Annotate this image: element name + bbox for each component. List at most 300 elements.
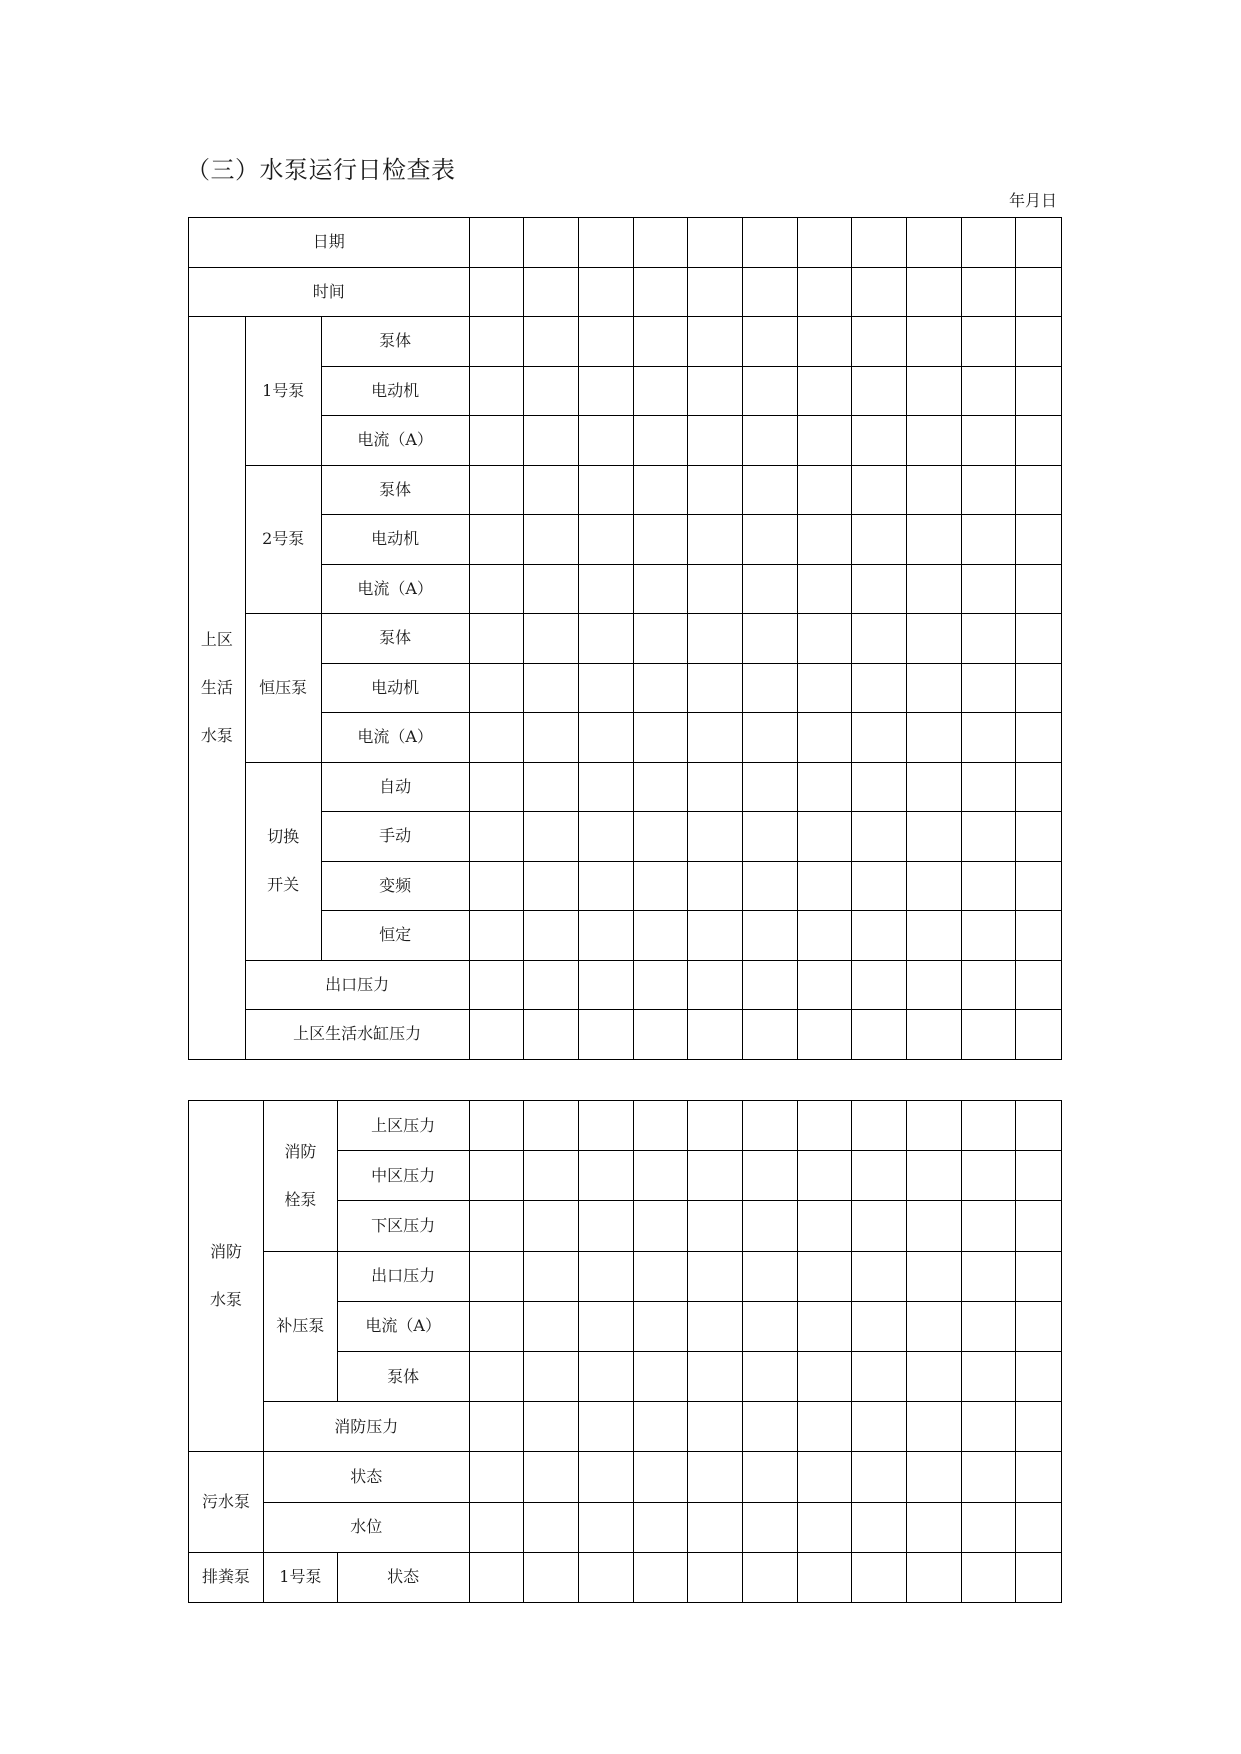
entry-cell[interactable] xyxy=(1016,515,1062,565)
entry-cell[interactable] xyxy=(742,1301,797,1351)
entry-cell[interactable] xyxy=(633,1452,688,1502)
entry-cell[interactable] xyxy=(578,1552,633,1602)
entry-cell[interactable] xyxy=(469,960,524,1010)
entry-cell[interactable] xyxy=(742,366,797,416)
entry-cell[interactable] xyxy=(742,515,797,565)
entry-cell[interactable] xyxy=(469,762,524,812)
entry-cell[interactable] xyxy=(852,960,907,1010)
entry-cell[interactable] xyxy=(961,713,1016,763)
entry-cell[interactable] xyxy=(907,1351,962,1401)
entry-cell[interactable] xyxy=(578,564,633,614)
entry-cell[interactable] xyxy=(1016,1552,1062,1602)
entry-cell[interactable] xyxy=(907,465,962,515)
entry-cell[interactable] xyxy=(688,1251,743,1301)
entry-cell[interactable] xyxy=(742,1402,797,1452)
entry-cell[interactable] xyxy=(633,911,688,961)
entry-cell[interactable] xyxy=(797,564,852,614)
row-label: 状态 xyxy=(337,1552,469,1602)
entry-cell[interactable] xyxy=(852,416,907,466)
entry-cell[interactable] xyxy=(469,1452,524,1502)
entry-cell[interactable] xyxy=(742,960,797,1010)
entry-cell[interactable] xyxy=(961,1101,1016,1151)
entry-cell[interactable] xyxy=(797,911,852,961)
entry-cell[interactable] xyxy=(524,1351,579,1401)
entry-cell[interactable] xyxy=(907,1452,962,1502)
entry-cell[interactable] xyxy=(742,713,797,763)
entry-cell[interactable] xyxy=(633,812,688,862)
entry-cell[interactable] xyxy=(633,1552,688,1602)
entry-cell[interactable] xyxy=(633,515,688,565)
entry-cell[interactable] xyxy=(688,317,743,367)
entry-cell[interactable] xyxy=(1016,1301,1062,1351)
entry-cell[interactable] xyxy=(797,663,852,713)
entry-cell[interactable] xyxy=(524,1151,579,1201)
entry-cell[interactable] xyxy=(578,1452,633,1502)
entry-cell[interactable] xyxy=(469,564,524,614)
entry-cell[interactable] xyxy=(852,614,907,664)
entry-cell[interactable] xyxy=(852,366,907,416)
entry-cell[interactable] xyxy=(1016,218,1062,268)
entry-cell[interactable] xyxy=(742,762,797,812)
entry-cell[interactable] xyxy=(524,564,579,614)
entry-cell[interactable] xyxy=(797,515,852,565)
entry-cell[interactable] xyxy=(578,812,633,862)
entry-cell[interactable] xyxy=(797,1251,852,1301)
entry-cell[interactable] xyxy=(852,218,907,268)
entry-cell[interactable] xyxy=(578,1402,633,1452)
entry-cell[interactable] xyxy=(852,1351,907,1401)
entry-cell[interactable] xyxy=(742,1151,797,1201)
entry-cell[interactable] xyxy=(524,960,579,1010)
entry-cell[interactable] xyxy=(797,1301,852,1351)
entry-cell[interactable] xyxy=(1016,1101,1062,1151)
entry-cell[interactable] xyxy=(578,713,633,763)
entry-cell[interactable] xyxy=(469,1101,524,1151)
table-row xyxy=(189,1552,1062,1602)
entry-cell[interactable] xyxy=(742,1010,797,1060)
entry-cell[interactable] xyxy=(524,663,579,713)
entry-cell[interactable] xyxy=(1016,663,1062,713)
entry-cell[interactable] xyxy=(961,1201,1016,1251)
entry-cell[interactable] xyxy=(797,1402,852,1452)
entry-cell[interactable] xyxy=(633,762,688,812)
entry-cell[interactable] xyxy=(524,1452,579,1502)
entry-cell[interactable] xyxy=(524,317,579,367)
entry-cell[interactable] xyxy=(633,861,688,911)
entry-cell[interactable] xyxy=(907,1010,962,1060)
entry-cell[interactable] xyxy=(688,1010,743,1060)
entry-cell[interactable] xyxy=(852,1151,907,1201)
entry-cell[interactable] xyxy=(578,1151,633,1201)
entry-cell[interactable] xyxy=(688,564,743,614)
entry-cell[interactable] xyxy=(742,861,797,911)
entry-cell[interactable] xyxy=(688,1151,743,1201)
entry-cell[interactable] xyxy=(907,1301,962,1351)
entry-cell[interactable] xyxy=(524,1201,579,1251)
entry-cell[interactable] xyxy=(797,1010,852,1060)
entry-cell[interactable] xyxy=(797,1452,852,1502)
entry-cell[interactable] xyxy=(633,713,688,763)
entry-cell[interactable] xyxy=(633,1502,688,1552)
entry-cell[interactable] xyxy=(907,762,962,812)
entry-cell[interactable] xyxy=(524,713,579,763)
entry-cell[interactable] xyxy=(742,911,797,961)
entry-cell[interactable] xyxy=(907,218,962,268)
entry-cell[interactable] xyxy=(524,1101,579,1151)
entry-cell[interactable] xyxy=(797,317,852,367)
entry-cell[interactable] xyxy=(688,960,743,1010)
entry-cell[interactable] xyxy=(742,1251,797,1301)
entry-cell[interactable] xyxy=(688,614,743,664)
entry-cell[interactable] xyxy=(742,465,797,515)
entry-cell[interactable] xyxy=(1016,564,1062,614)
entry-cell[interactable] xyxy=(797,267,852,317)
entry-cell[interactable] xyxy=(469,911,524,961)
entry-cell[interactable] xyxy=(961,1351,1016,1401)
entry-cell[interactable] xyxy=(852,1402,907,1452)
entry-cell[interactable] xyxy=(469,812,524,862)
entry-cell[interactable] xyxy=(907,1502,962,1552)
entry-cell[interactable] xyxy=(1016,416,1062,466)
entry-cell[interactable] xyxy=(633,218,688,268)
entry-cell[interactable] xyxy=(469,465,524,515)
entry-cell[interactable] xyxy=(1016,366,1062,416)
entry-cell[interactable] xyxy=(742,1201,797,1251)
entry-cell[interactable] xyxy=(961,1251,1016,1301)
entry-cell[interactable] xyxy=(688,713,743,763)
entry-cell[interactable] xyxy=(524,366,579,416)
entry-cell[interactable] xyxy=(797,713,852,763)
entry-cell[interactable] xyxy=(961,366,1016,416)
entry-cell[interactable] xyxy=(524,1010,579,1060)
entry-cell[interactable] xyxy=(742,1101,797,1151)
entry-cell[interactable] xyxy=(688,1402,743,1452)
entry-cell[interactable] xyxy=(688,911,743,961)
entry-cell[interactable] xyxy=(688,1452,743,1502)
entry-cell[interactable] xyxy=(852,317,907,367)
entry-cell[interactable] xyxy=(578,1502,633,1552)
entry-cell[interactable] xyxy=(688,1502,743,1552)
entry-cell[interactable] xyxy=(633,416,688,466)
entry-cell[interactable] xyxy=(688,1301,743,1351)
entry-cell[interactable] xyxy=(1016,1151,1062,1201)
entry-cell[interactable] xyxy=(1016,960,1062,1010)
entry-cell[interactable] xyxy=(907,960,962,1010)
entry-cell[interactable] xyxy=(961,614,1016,664)
entry-cell[interactable] xyxy=(469,1010,524,1060)
entry-cell[interactable] xyxy=(1016,317,1062,367)
entry-cell[interactable] xyxy=(578,465,633,515)
entry-cell[interactable] xyxy=(578,911,633,961)
entry-cell[interactable] xyxy=(524,1552,579,1602)
entry-cell[interactable] xyxy=(688,1552,743,1602)
entry-cell[interactable] xyxy=(469,1251,524,1301)
entry-cell[interactable] xyxy=(961,1301,1016,1351)
entry-cell[interactable] xyxy=(688,515,743,565)
entry-cell[interactable] xyxy=(469,1151,524,1201)
entry-cell[interactable] xyxy=(1016,465,1062,515)
entry-cell[interactable] xyxy=(742,812,797,862)
entry-cell[interactable] xyxy=(633,1101,688,1151)
entry-cell[interactable] xyxy=(578,416,633,466)
entry-cell[interactable] xyxy=(633,1301,688,1351)
entry-cell[interactable] xyxy=(688,663,743,713)
entry-cell[interactable] xyxy=(578,861,633,911)
entry-cell[interactable] xyxy=(688,812,743,862)
entry-cell[interactable] xyxy=(907,663,962,713)
entry-cell[interactable] xyxy=(852,1452,907,1502)
entry-cell[interactable] xyxy=(961,1502,1016,1552)
entry-cell[interactable] xyxy=(907,267,962,317)
entry-cell[interactable] xyxy=(742,564,797,614)
entry-cell[interactable] xyxy=(524,1251,579,1301)
entry-cell[interactable] xyxy=(852,1552,907,1602)
entry-cell[interactable] xyxy=(852,713,907,763)
entry-cell[interactable] xyxy=(524,762,579,812)
entry-cell[interactable] xyxy=(961,1010,1016,1060)
entry-cell[interactable] xyxy=(633,960,688,1010)
entry-cell[interactable] xyxy=(1016,1402,1062,1452)
entry-cell[interactable] xyxy=(1016,1201,1062,1251)
entry-cell[interactable] xyxy=(524,614,579,664)
entry-cell[interactable] xyxy=(797,614,852,664)
entry-cell[interactable] xyxy=(524,812,579,862)
entry-cell[interactable] xyxy=(961,812,1016,862)
entry-cell[interactable] xyxy=(961,663,1016,713)
entry-cell[interactable] xyxy=(688,366,743,416)
entry-cell[interactable] xyxy=(852,663,907,713)
entry-cell[interactable] xyxy=(524,911,579,961)
entry-cell[interactable] xyxy=(852,1502,907,1552)
entry-cell[interactable] xyxy=(852,762,907,812)
entry-cell[interactable] xyxy=(1016,762,1062,812)
entry-cell[interactable] xyxy=(797,1552,852,1602)
entry-cell[interactable] xyxy=(578,366,633,416)
entry-cell[interactable] xyxy=(742,614,797,664)
entry-cell[interactable] xyxy=(1016,911,1062,961)
entry-cell[interactable] xyxy=(907,1101,962,1151)
entry-cell[interactable] xyxy=(797,416,852,466)
entry-cell[interactable] xyxy=(961,861,1016,911)
entry-cell[interactable] xyxy=(633,1010,688,1060)
entry-cell[interactable] xyxy=(524,416,579,466)
entry-cell[interactable] xyxy=(797,762,852,812)
entry-cell[interactable] xyxy=(524,1402,579,1452)
entry-cell[interactable] xyxy=(688,267,743,317)
entry-cell[interactable] xyxy=(852,1251,907,1301)
entry-cell[interactable] xyxy=(961,515,1016,565)
entry-cell[interactable] xyxy=(469,1402,524,1452)
entry-cell[interactable] xyxy=(633,465,688,515)
entry-cell[interactable] xyxy=(578,762,633,812)
entry-cell[interactable] xyxy=(852,1201,907,1251)
entry-cell[interactable] xyxy=(961,960,1016,1010)
entry-cell[interactable] xyxy=(961,564,1016,614)
entry-cell[interactable] xyxy=(1016,713,1062,763)
entry-cell[interactable] xyxy=(907,1251,962,1301)
entry-cell[interactable] xyxy=(797,366,852,416)
entry-cell[interactable] xyxy=(688,1101,743,1151)
entry-cell[interactable] xyxy=(907,416,962,466)
entry-cell[interactable] xyxy=(578,1301,633,1351)
entry-cell[interactable] xyxy=(907,515,962,565)
entry-cell[interactable] xyxy=(524,515,579,565)
entry-cell[interactable] xyxy=(1016,861,1062,911)
entry-cell[interactable] xyxy=(469,267,524,317)
entry-cell[interactable] xyxy=(797,218,852,268)
entry-cell[interactable] xyxy=(907,1402,962,1452)
entry-cell[interactable] xyxy=(961,267,1016,317)
entry-cell[interactable] xyxy=(688,1201,743,1251)
entry-cell[interactable] xyxy=(907,911,962,961)
entry-cell[interactable] xyxy=(633,1351,688,1401)
entry-cell[interactable] xyxy=(578,218,633,268)
entry-cell[interactable] xyxy=(961,1402,1016,1452)
entry-cell[interactable] xyxy=(907,1552,962,1602)
entry-cell[interactable] xyxy=(469,1201,524,1251)
entry-cell[interactable] xyxy=(1016,1251,1062,1301)
entry-cell[interactable] xyxy=(469,1502,524,1552)
entry-cell[interactable] xyxy=(1016,267,1062,317)
entry-cell[interactable] xyxy=(961,1452,1016,1502)
entry-cell[interactable] xyxy=(688,465,743,515)
entry-cell[interactable] xyxy=(852,911,907,961)
entry-cell[interactable] xyxy=(578,1101,633,1151)
entry-cell[interactable] xyxy=(797,1351,852,1401)
entry-cell[interactable] xyxy=(578,317,633,367)
entry-cell[interactable] xyxy=(907,366,962,416)
entry-cell[interactable] xyxy=(852,812,907,862)
entry-cell[interactable] xyxy=(578,1351,633,1401)
entry-cell[interactable] xyxy=(742,218,797,268)
entry-cell[interactable] xyxy=(742,1351,797,1401)
entry-cell[interactable] xyxy=(961,465,1016,515)
entry-cell[interactable] xyxy=(469,515,524,565)
entry-cell[interactable] xyxy=(469,1351,524,1401)
entry-cell[interactable] xyxy=(852,267,907,317)
entry-cell[interactable] xyxy=(633,614,688,664)
entry-cell[interactable] xyxy=(797,861,852,911)
entry-cell[interactable] xyxy=(469,317,524,367)
entry-cell[interactable] xyxy=(907,1151,962,1201)
entry-cell[interactable] xyxy=(633,317,688,367)
entry-cell[interactable] xyxy=(961,762,1016,812)
entry-cell[interactable] xyxy=(852,1301,907,1351)
entry-cell[interactable] xyxy=(469,366,524,416)
entry-cell[interactable] xyxy=(633,663,688,713)
entry-cell[interactable] xyxy=(469,861,524,911)
entry-cell[interactable] xyxy=(469,218,524,268)
entry-cell[interactable] xyxy=(688,861,743,911)
entry-cell[interactable] xyxy=(1016,1452,1062,1502)
entry-cell[interactable] xyxy=(852,465,907,515)
entry-cell[interactable] xyxy=(469,1301,524,1351)
entry-cell[interactable] xyxy=(907,317,962,367)
entry-cell[interactable] xyxy=(688,1351,743,1401)
table-row xyxy=(189,1010,1062,1060)
entry-cell[interactable] xyxy=(907,812,962,862)
entry-cell[interactable] xyxy=(469,614,524,664)
entry-cell[interactable] xyxy=(1016,1010,1062,1060)
entry-cell[interactable] xyxy=(797,1502,852,1552)
entry-cell[interactable] xyxy=(469,1552,524,1602)
entry-cell[interactable] xyxy=(1016,1351,1062,1401)
entry-cell[interactable] xyxy=(524,267,579,317)
entry-cell[interactable] xyxy=(907,564,962,614)
entry-cell[interactable] xyxy=(852,515,907,565)
entry-cell[interactable] xyxy=(1016,614,1062,664)
entry-cell[interactable] xyxy=(961,416,1016,466)
entry-cell[interactable] xyxy=(578,960,633,1010)
entry-cell[interactable] xyxy=(633,564,688,614)
entry-cell[interactable] xyxy=(742,1452,797,1502)
entry-cell[interactable] xyxy=(742,416,797,466)
entry-cell[interactable] xyxy=(742,663,797,713)
entry-cell[interactable] xyxy=(633,1201,688,1251)
entry-cell[interactable] xyxy=(852,1010,907,1060)
entry-cell[interactable] xyxy=(578,1251,633,1301)
entry-cell[interactable] xyxy=(524,861,579,911)
entry-cell[interactable] xyxy=(797,465,852,515)
entry-cell[interactable] xyxy=(469,416,524,466)
entry-cell[interactable] xyxy=(578,515,633,565)
entry-cell[interactable] xyxy=(961,911,1016,961)
entry-cell[interactable] xyxy=(797,960,852,1010)
entry-cell[interactable] xyxy=(797,1201,852,1251)
entry-cell[interactable] xyxy=(961,1151,1016,1201)
entry-cell[interactable] xyxy=(578,663,633,713)
entry-cell[interactable] xyxy=(852,564,907,614)
entry-cell[interactable] xyxy=(688,218,743,268)
entry-cell[interactable] xyxy=(524,218,579,268)
entry-cell[interactable] xyxy=(633,1251,688,1301)
entry-cell[interactable] xyxy=(633,1402,688,1452)
entry-cell[interactable] xyxy=(907,1201,962,1251)
entry-cell[interactable] xyxy=(907,861,962,911)
entry-cell[interactable] xyxy=(578,1010,633,1060)
entry-cell[interactable] xyxy=(633,366,688,416)
entry-cell[interactable] xyxy=(961,317,1016,367)
entry-cell[interactable] xyxy=(524,465,579,515)
entry-cell[interactable] xyxy=(907,614,962,664)
entry-cell[interactable] xyxy=(578,614,633,664)
entry-cell[interactable] xyxy=(1016,812,1062,862)
entry-cell[interactable] xyxy=(961,218,1016,268)
entry-cell[interactable] xyxy=(742,1552,797,1602)
entry-cell[interactable] xyxy=(633,267,688,317)
entry-cell[interactable] xyxy=(797,812,852,862)
entry-cell[interactable] xyxy=(852,1101,907,1151)
entry-cell[interactable] xyxy=(524,1502,579,1552)
entry-cell[interactable] xyxy=(524,1301,579,1351)
entry-cell[interactable] xyxy=(907,713,962,763)
entry-cell[interactable] xyxy=(469,663,524,713)
entry-cell[interactable] xyxy=(742,1502,797,1552)
entry-cell[interactable] xyxy=(742,317,797,367)
entry-cell[interactable] xyxy=(469,713,524,763)
entry-cell[interactable] xyxy=(797,1151,852,1201)
entry-cell[interactable] xyxy=(742,267,797,317)
entry-cell[interactable] xyxy=(688,416,743,466)
entry-cell[interactable] xyxy=(1016,1502,1062,1552)
entry-cell[interactable] xyxy=(578,267,633,317)
entry-cell[interactable] xyxy=(852,861,907,911)
entry-cell[interactable] xyxy=(688,762,743,812)
entry-cell[interactable] xyxy=(578,1201,633,1251)
entry-cell[interactable] xyxy=(961,1552,1016,1602)
entry-cell[interactable] xyxy=(633,1151,688,1201)
entry-cell[interactable] xyxy=(797,1101,852,1151)
